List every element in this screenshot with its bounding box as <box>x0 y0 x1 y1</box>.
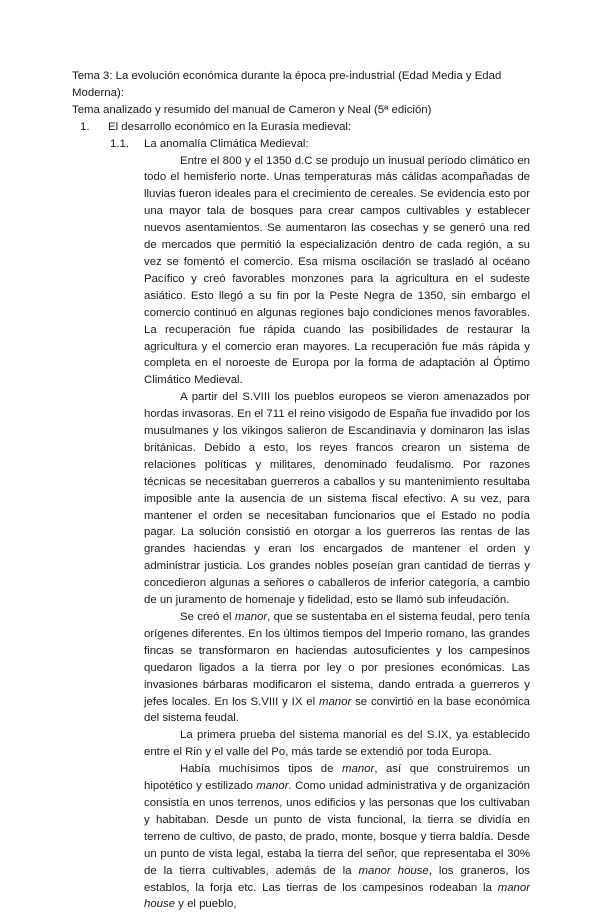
paragraph-manor-model <box>144 761 530 913</box>
paragraph-climate: Entre el 800 y el 1350 d.C se produjo un inusual período climático en todo el hemisferio norte. Unas temperaturas más cálidas acompañadas de lluvias fueron ideales para el crecimiento de cereales. Se evidencia esto por una mayor tala de bosques para crear campos cultivables y establecer nuevos asentamientos. Se aumentaron las cosechas y se generó una red de mercados que permitió la especialización dentro de cada región, a su vez se fomentó el comercio. Esa misma oscilación se trasladó al océano Pacífico y creó favorables monzones para la agricultura en el sudeste asiático. Esto llegó a su fin por la Peste Negra de 1350, sin embargo el comercio continuó en algunas regiones bajo condiciones menos favorables. La recuperación fue rápida cuando las posibilidades de restaurar la agricultura y el comercio eran mayores. La recuperación fue más rápida y completa en el noroeste de Europa por la forma de adaptación al Óptimo Climático Medieval. <box>144 154 530 387</box>
subsection-number: 1.1. <box>110 137 129 150</box>
section-number: 1. <box>80 120 90 133</box>
paragraph-manor-origins <box>144 609 530 727</box>
text-run: , que se sustentaba en el sistema feudal, pero tenía orígenes diferentes. En los últimos tiempos del Imperio romano, las grandes fincas se transformaron en haciendas autosuficientes y los campesinos quedaron ligados a la tierra por ley o por presiones económicas. Las invasiones bárbaras modificaron el sistema, dando entrada a guerreros y jefes locales. En los S.VIII y IX el <box>144 611 530 708</box>
emphasis-manor: manor <box>342 763 375 776</box>
document-title-line-1: Tema 3: La evolución económica durante la época pre-industrial (Edad Media y Edad <box>72 70 502 82</box>
subsection-title: La anomalía Climática Medieval: <box>144 137 309 150</box>
text-run: Se creó el <box>180 611 235 623</box>
emphasis-manor: manor <box>256 780 289 793</box>
section-heading <box>72 119 530 136</box>
emphasis-manor: manor <box>318 695 352 708</box>
text-run: , los graneros, los establos, la forja etc. Las tierras de los campesinos rodeaban la <box>144 864 530 894</box>
emphasis-manor: manor <box>234 611 268 623</box>
paragraph-manorial-evidence: La primera prueba del sistema manorial es del S.IX, ya establecido entre el Rin y el valle del Po, más tarde se extendió por toda Europa. <box>144 729 530 759</box>
document-title-line-2: Moderna): <box>72 86 124 99</box>
document-subtitle: Tema analizado y resumido del manual de Cameron y Neal (5ª edición) <box>72 103 432 116</box>
text-run: . Como unidad administrativa y de organización consistía en unos terrenos, unos edificios y las personas que los cultivaban y habitaban. Desde un punto de vista funcional, la tierra se dividía en terreno de cultivo, de pasto, de prado, monte, bosque y tierra baldía. Desde un punto de vista legal, estaba la tierra del señor, que representaba el 30% de la tierra cultivables, además de la <box>144 780 530 877</box>
text-run: y el pueblo, <box>175 898 237 911</box>
text-run: , así que construiremos un hipotético y estilizado <box>144 763 530 793</box>
section-title: El desarrollo económico en la Eurasia medieval: <box>108 120 352 133</box>
document-page <box>72 68 530 913</box>
paragraph-feudalism: A partir del S.VIII los pueblos europeos se vieron amenazados por hordas invasoras. En el 711 el reino visigodo de España fue invadido por los musulmanes y los vikingos salieron de Escandinavia y dominaron las islas británicas. Debido a esto, los reyes francos crearon un sistema de relaciones políticas y militares, denominado feudalismo. Por razones técnicas se necesitaban guerreros a caballos y su mantenimiento resultaba imposible ante la ausencia de un sistema fiscal efectivo. A su vez, para mantener el orden se necesitaban funcionarios que el Estado no podía pagar. La solución consistió en otorgar a los guerreros las rentas de las grandes haciendas y eran los encargados de mantener el orden y administrar justicia. Los grandes nobles poseían gran cantidad de tierras y concedieron algunas a señores o caballeros de inferior categoría, a cambio de un juramento de homenaje y fidelidad, esto se llamó sub infeudación. <box>144 391 530 607</box>
subsection-heading <box>72 136 530 153</box>
text-run: se convirtió en la base económica del sistema feudal. <box>144 695 530 725</box>
text-run: Había muchísimos tipos de <box>180 763 343 776</box>
section-body <box>144 153 530 913</box>
emphasis-manor-house: manor house <box>144 881 530 911</box>
emphasis-manor-house: manor house <box>358 864 429 877</box>
